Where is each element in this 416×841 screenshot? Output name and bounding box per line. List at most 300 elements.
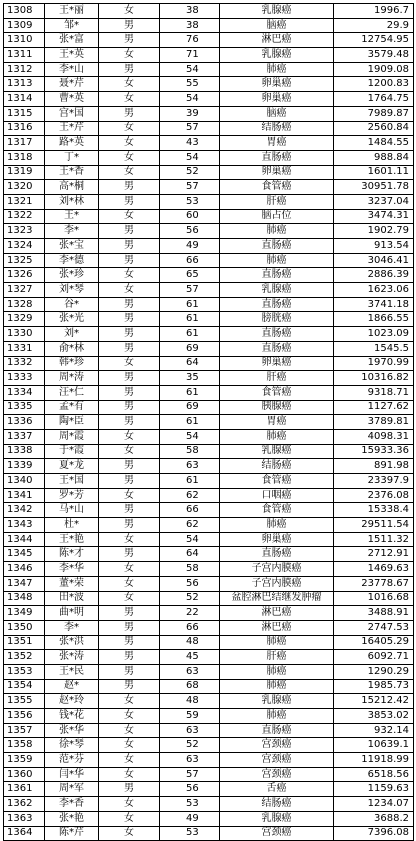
row-id-cell: 1319 [4, 165, 45, 180]
row-id-cell: 1341 [4, 488, 45, 503]
patient-name-cell: 汪*仁 [45, 385, 99, 400]
patient-name-cell: 王*丽 [45, 4, 99, 19]
patient-name-cell: 李*德 [45, 253, 99, 268]
cost-amount-cell: 15933.36 [334, 444, 414, 459]
patient-age-cell: 52 [160, 738, 220, 753]
patient-name-cell: 李*华 [45, 562, 99, 577]
cost-amount-cell: 3474.31 [334, 209, 414, 224]
cost-amount-cell: 16405.29 [334, 635, 414, 650]
patient-sex-cell: 男 [99, 341, 160, 356]
row-id-cell: 1337 [4, 429, 45, 444]
patient-name-cell: 董*荣 [45, 576, 99, 591]
patient-age-cell: 66 [160, 620, 220, 635]
patient-age-cell: 22 [160, 606, 220, 621]
patient-name-cell: 李*山 [45, 62, 99, 77]
diagnosis-cell: 卵巢癌 [220, 165, 334, 180]
patient-sex-cell: 男 [99, 415, 160, 430]
table-row [4, 194, 414, 209]
table-row [4, 180, 414, 195]
table-row [4, 679, 414, 694]
patient-sex-cell: 女 [99, 576, 160, 591]
patient-name-cell: 高*桐 [45, 180, 99, 195]
patient-age-cell: 71 [160, 48, 220, 63]
patient-sex-cell: 女 [99, 562, 160, 577]
diagnosis-cell: 肺癌 [220, 679, 334, 694]
table-row [4, 694, 414, 709]
patient-name-cell: 赵*玲 [45, 694, 99, 709]
diagnosis-cell: 肺癌 [220, 253, 334, 268]
row-id-cell: 1312 [4, 62, 45, 77]
row-id-cell: 1357 [4, 723, 45, 738]
diagnosis-cell: 乳腺癌 [220, 694, 334, 709]
row-id-cell: 1342 [4, 503, 45, 518]
cost-amount-cell: 1159.63 [334, 782, 414, 797]
patient-name-cell: 陈*才 [45, 547, 99, 562]
patient-age-cell: 53 [160, 826, 220, 841]
diagnosis-cell: 直肠癌 [220, 297, 334, 312]
row-id-cell: 1355 [4, 694, 45, 709]
diagnosis-cell: 胃癌 [220, 415, 334, 430]
patient-sex-cell: 女 [99, 92, 160, 107]
diagnosis-cell: 胰腺癌 [220, 400, 334, 415]
row-id-cell: 1323 [4, 224, 45, 239]
patient-age-cell: 59 [160, 709, 220, 724]
table-row [4, 797, 414, 812]
table-row [4, 33, 414, 48]
diagnosis-cell: 口咽癌 [220, 488, 334, 503]
diagnosis-cell: 肺癌 [220, 224, 334, 239]
row-id-cell: 1311 [4, 48, 45, 63]
diagnosis-cell: 脑癌 [220, 18, 334, 33]
diagnosis-cell: 盆腔淋巴结继发肿瘤 [220, 591, 334, 606]
patient-sex-cell: 男 [99, 239, 160, 254]
patient-sex-cell: 女 [99, 811, 160, 826]
row-id-cell: 1310 [4, 33, 45, 48]
patient-sex-cell: 女 [99, 591, 160, 606]
diagnosis-cell: 肝癌 [220, 194, 334, 209]
table-row [4, 62, 414, 77]
patient-name-cell: 丁* [45, 150, 99, 165]
cost-amount-cell: 6092.71 [334, 650, 414, 665]
row-id-cell: 1336 [4, 415, 45, 430]
patient-age-cell: 54 [160, 92, 220, 107]
table-row [4, 209, 414, 224]
table-row [4, 444, 414, 459]
patient-sex-cell: 男 [99, 371, 160, 386]
patient-age-cell: 62 [160, 518, 220, 533]
diagnosis-cell: 乳腺癌 [220, 811, 334, 826]
diagnosis-cell: 肺癌 [220, 429, 334, 444]
table-row [4, 341, 414, 356]
patient-sex-cell: 男 [99, 312, 160, 327]
patient-name-cell: 周*霞 [45, 429, 99, 444]
table-row [4, 239, 414, 254]
table-row [4, 253, 414, 268]
cost-amount-cell: 1866.55 [334, 312, 414, 327]
cost-amount-cell: 1484.55 [334, 136, 414, 151]
patient-age-cell: 57 [160, 283, 220, 298]
patient-name-cell: 王*艳 [45, 532, 99, 547]
patient-sex-cell: 女 [99, 268, 160, 283]
diagnosis-cell: 食管癌 [220, 385, 334, 400]
patient-name-cell: 夏*龙 [45, 459, 99, 474]
patient-name-cell: 王*民 [45, 664, 99, 679]
patient-table [3, 3, 414, 841]
patient-age-cell: 63 [160, 753, 220, 768]
patient-age-cell: 54 [160, 532, 220, 547]
table-row [4, 532, 414, 547]
patient-sex-cell: 女 [99, 532, 160, 547]
table-row [4, 136, 414, 151]
cost-amount-cell: 23397.9 [334, 474, 414, 489]
diagnosis-cell: 直肠癌 [220, 268, 334, 283]
patient-age-cell: 57 [160, 767, 220, 782]
row-id-cell: 1315 [4, 106, 45, 121]
table-row [4, 121, 414, 136]
cost-amount-cell: 29511.54 [334, 518, 414, 533]
patient-sex-cell: 女 [99, 136, 160, 151]
patient-sex-cell: 女 [99, 444, 160, 459]
row-id-cell: 1351 [4, 635, 45, 650]
cost-amount-cell: 3237.04 [334, 194, 414, 209]
patient-name-cell: 徐*琴 [45, 738, 99, 753]
patient-name-cell: 田*波 [45, 591, 99, 606]
patient-age-cell: 54 [160, 62, 220, 77]
diagnosis-cell: 肺癌 [220, 62, 334, 77]
patient-name-cell: 俞*林 [45, 341, 99, 356]
cost-amount-cell: 1023.09 [334, 327, 414, 342]
cost-amount-cell: 1996.7 [334, 4, 414, 19]
table-row [4, 767, 414, 782]
patient-name-cell: 陈*芹 [45, 826, 99, 841]
patient-name-cell: 刘*琴 [45, 283, 99, 298]
cost-amount-cell: 7396.08 [334, 826, 414, 841]
table-row [4, 738, 414, 753]
patient-sex-cell: 女 [99, 209, 160, 224]
patient-sex-cell: 女 [99, 738, 160, 753]
table-row [4, 415, 414, 430]
table-row [4, 327, 414, 342]
patient-age-cell: 69 [160, 400, 220, 415]
row-id-cell: 1309 [4, 18, 45, 33]
patient-sex-cell: 男 [99, 253, 160, 268]
patient-name-cell: 王*芹 [45, 121, 99, 136]
patient-sex-cell: 男 [99, 474, 160, 489]
patient-name-cell: 刘* [45, 327, 99, 342]
row-id-cell: 1350 [4, 620, 45, 635]
patient-name-cell: 于*霞 [45, 444, 99, 459]
patient-name-cell: 周*涛 [45, 371, 99, 386]
table-row [4, 224, 414, 239]
patient-name-cell: 李* [45, 224, 99, 239]
cost-amount-cell: 4098.31 [334, 429, 414, 444]
diagnosis-cell: 脑占位 [220, 209, 334, 224]
diagnosis-cell: 乳腺癌 [220, 444, 334, 459]
patient-sex-cell: 男 [99, 62, 160, 77]
diagnosis-cell: 肺癌 [220, 518, 334, 533]
patient-sex-cell: 女 [99, 826, 160, 841]
table-row [4, 77, 414, 92]
patient-age-cell: 58 [160, 562, 220, 577]
cost-amount-cell: 1127.62 [334, 400, 414, 415]
cost-amount-cell: 1764.75 [334, 92, 414, 107]
cost-amount-cell: 3789.81 [334, 415, 414, 430]
patient-name-cell: 马*山 [45, 503, 99, 518]
table-row [4, 92, 414, 107]
patient-name-cell: 曹*英 [45, 92, 99, 107]
cost-amount-cell: 1511.32 [334, 532, 414, 547]
patient-name-cell: 张*华 [45, 723, 99, 738]
patient-name-cell: 刘*林 [45, 194, 99, 209]
patient-age-cell: 63 [160, 723, 220, 738]
table-row [4, 429, 414, 444]
diagnosis-cell: 宫颈癌 [220, 767, 334, 782]
table-row [4, 268, 414, 283]
table-row [4, 106, 414, 121]
cost-amount-cell: 6518.56 [334, 767, 414, 782]
patient-name-cell: 王*国 [45, 474, 99, 489]
row-id-cell: 1316 [4, 121, 45, 136]
table-row [4, 664, 414, 679]
patient-sex-cell: 男 [99, 664, 160, 679]
diagnosis-cell: 肺癌 [220, 709, 334, 724]
table-row [4, 811, 414, 826]
patient-sex-cell: 男 [99, 106, 160, 121]
table-row [4, 165, 414, 180]
table-body [4, 4, 414, 841]
patient-name-cell: 张*艳 [45, 811, 99, 826]
diagnosis-cell: 卵巢癌 [220, 356, 334, 371]
table-row [4, 459, 414, 474]
diagnosis-cell: 宫颈癌 [220, 826, 334, 841]
table-row [4, 474, 414, 489]
cost-amount-cell: 3046.41 [334, 253, 414, 268]
cost-amount-cell: 1623.06 [334, 283, 414, 298]
table-row [4, 576, 414, 591]
patient-age-cell: 63 [160, 459, 220, 474]
table-row [4, 650, 414, 665]
patient-name-cell: 范*芬 [45, 753, 99, 768]
patient-sex-cell: 女 [99, 121, 160, 136]
row-id-cell: 1328 [4, 297, 45, 312]
table-row [4, 297, 414, 312]
row-id-cell: 1349 [4, 606, 45, 621]
row-id-cell: 1343 [4, 518, 45, 533]
cost-amount-cell: 2560.84 [334, 121, 414, 136]
patient-age-cell: 49 [160, 239, 220, 254]
patient-age-cell: 55 [160, 77, 220, 92]
patient-age-cell: 43 [160, 136, 220, 151]
patient-sex-cell: 男 [99, 194, 160, 209]
diagnosis-cell: 子宫内膜癌 [220, 562, 334, 577]
cost-amount-cell: 1290.29 [334, 664, 414, 679]
patient-age-cell: 54 [160, 150, 220, 165]
patient-sex-cell: 男 [99, 650, 160, 665]
row-id-cell: 1363 [4, 811, 45, 826]
patient-age-cell: 38 [160, 18, 220, 33]
table-row [4, 547, 414, 562]
table-row [4, 826, 414, 841]
patient-sex-cell: 男 [99, 620, 160, 635]
table-row [4, 312, 414, 327]
patient-name-cell: 张*涛 [45, 650, 99, 665]
row-id-cell: 1321 [4, 194, 45, 209]
table-row [4, 400, 414, 415]
row-id-cell: 1352 [4, 650, 45, 665]
cost-amount-cell: 12754.95 [334, 33, 414, 48]
row-id-cell: 1327 [4, 283, 45, 298]
row-id-cell: 1339 [4, 459, 45, 474]
patient-sex-cell: 女 [99, 694, 160, 709]
cost-amount-cell: 10639.1 [334, 738, 414, 753]
cost-amount-cell: 9318.71 [334, 385, 414, 400]
diagnosis-cell: 淋巴癌 [220, 33, 334, 48]
diagnosis-cell: 脑癌 [220, 106, 334, 121]
row-id-cell: 1332 [4, 356, 45, 371]
patient-sex-cell: 女 [99, 753, 160, 768]
patient-sex-cell: 男 [99, 782, 160, 797]
patient-age-cell: 45 [160, 650, 220, 665]
patient-sex-cell: 女 [99, 4, 160, 19]
row-id-cell: 1348 [4, 591, 45, 606]
table-row [4, 18, 414, 33]
patient-age-cell: 61 [160, 385, 220, 400]
row-id-cell: 1359 [4, 753, 45, 768]
diagnosis-cell: 结肠癌 [220, 121, 334, 136]
diagnosis-cell: 子宫内膜癌 [220, 576, 334, 591]
cost-amount-cell: 1469.63 [334, 562, 414, 577]
patient-age-cell: 56 [160, 782, 220, 797]
patient-age-cell: 54 [160, 429, 220, 444]
row-id-cell: 1333 [4, 371, 45, 386]
patient-name-cell: 张*光 [45, 312, 99, 327]
patient-sex-cell: 女 [99, 797, 160, 812]
patient-age-cell: 64 [160, 356, 220, 371]
cost-amount-cell: 1985.73 [334, 679, 414, 694]
cost-amount-cell: 3741.18 [334, 297, 414, 312]
cost-amount-cell: 1970.99 [334, 356, 414, 371]
cost-amount-cell: 10316.82 [334, 371, 414, 386]
table-row [4, 562, 414, 577]
patient-sex-cell: 女 [99, 48, 160, 63]
patient-name-cell: 杜* [45, 518, 99, 533]
patient-name-cell: 聂*芹 [45, 77, 99, 92]
row-id-cell: 1360 [4, 767, 45, 782]
patient-sex-cell: 男 [99, 385, 160, 400]
diagnosis-cell: 食管癌 [220, 474, 334, 489]
patient-name-cell: 王*香 [45, 165, 99, 180]
row-id-cell: 1334 [4, 385, 45, 400]
cost-amount-cell: 891.98 [334, 459, 414, 474]
cost-amount-cell: 15338.4 [334, 503, 414, 518]
diagnosis-cell: 胃癌 [220, 136, 334, 151]
diagnosis-cell: 宫颈癌 [220, 738, 334, 753]
cost-amount-cell: 29.9 [334, 18, 414, 33]
cost-amount-cell: 1902.79 [334, 224, 414, 239]
table-row [4, 753, 414, 768]
cost-amount-cell: 30951.78 [334, 180, 414, 195]
patient-age-cell: 69 [160, 341, 220, 356]
patient-sex-cell: 女 [99, 488, 160, 503]
patient-name-cell: 李*香 [45, 797, 99, 812]
row-id-cell: 1317 [4, 136, 45, 151]
cost-amount-cell: 1016.68 [334, 591, 414, 606]
diagnosis-cell: 直肠癌 [220, 341, 334, 356]
diagnosis-cell: 卵巢癌 [220, 92, 334, 107]
cost-amount-cell: 1234.07 [334, 797, 414, 812]
cost-amount-cell: 2712.91 [334, 547, 414, 562]
cost-amount-cell: 7989.87 [334, 106, 414, 121]
patient-age-cell: 62 [160, 488, 220, 503]
patient-sex-cell: 男 [99, 180, 160, 195]
diagnosis-cell: 食管癌 [220, 180, 334, 195]
diagnosis-cell: 淋巴癌 [220, 620, 334, 635]
diagnosis-cell: 卵巢癌 [220, 77, 334, 92]
row-id-cell: 1347 [4, 576, 45, 591]
diagnosis-cell: 结肠癌 [220, 459, 334, 474]
table-row [4, 620, 414, 635]
cost-amount-cell: 1601.11 [334, 165, 414, 180]
patient-sex-cell: 男 [99, 400, 160, 415]
cost-amount-cell: 3579.48 [334, 48, 414, 63]
patient-sex-cell: 男 [99, 547, 160, 562]
patient-name-cell: 张*洪 [45, 635, 99, 650]
patient-age-cell: 53 [160, 797, 220, 812]
patient-name-cell: 钱*花 [45, 709, 99, 724]
patient-sex-cell: 男 [99, 518, 160, 533]
diagnosis-cell: 直肠癌 [220, 723, 334, 738]
row-id-cell: 1313 [4, 77, 45, 92]
patient-name-cell: 路*英 [45, 136, 99, 151]
row-id-cell: 1308 [4, 4, 45, 19]
patient-age-cell: 66 [160, 253, 220, 268]
table-row [4, 150, 414, 165]
diagnosis-cell: 食管癌 [220, 503, 334, 518]
diagnosis-cell: 肝癌 [220, 371, 334, 386]
row-id-cell: 1356 [4, 709, 45, 724]
row-id-cell: 1324 [4, 239, 45, 254]
row-id-cell: 1320 [4, 180, 45, 195]
cost-amount-cell: 2886.39 [334, 268, 414, 283]
patient-sex-cell: 男 [99, 503, 160, 518]
row-id-cell: 1362 [4, 797, 45, 812]
cost-amount-cell: 3853.02 [334, 709, 414, 724]
row-id-cell: 1353 [4, 664, 45, 679]
row-id-cell: 1358 [4, 738, 45, 753]
row-id-cell: 1345 [4, 547, 45, 562]
cost-amount-cell: 1200.83 [334, 77, 414, 92]
patient-age-cell: 52 [160, 165, 220, 180]
patient-name-cell: 张*宝 [45, 239, 99, 254]
patient-name-cell: 孟*有 [45, 400, 99, 415]
patient-age-cell: 39 [160, 106, 220, 121]
patient-sex-cell: 女 [99, 165, 160, 180]
table-row [4, 356, 414, 371]
patient-age-cell: 52 [160, 591, 220, 606]
table-row [4, 385, 414, 400]
row-id-cell: 1340 [4, 474, 45, 489]
diagnosis-cell: 卵巢癌 [220, 532, 334, 547]
row-id-cell: 1330 [4, 327, 45, 342]
patient-name-cell: 闫*华 [45, 767, 99, 782]
diagnosis-cell: 乳腺癌 [220, 48, 334, 63]
patient-sex-cell: 女 [99, 77, 160, 92]
patient-age-cell: 66 [160, 503, 220, 518]
patient-name-cell: 王*英 [45, 48, 99, 63]
table-row [4, 635, 414, 650]
patient-name-cell: 邹* [45, 18, 99, 33]
patient-age-cell: 53 [160, 194, 220, 209]
